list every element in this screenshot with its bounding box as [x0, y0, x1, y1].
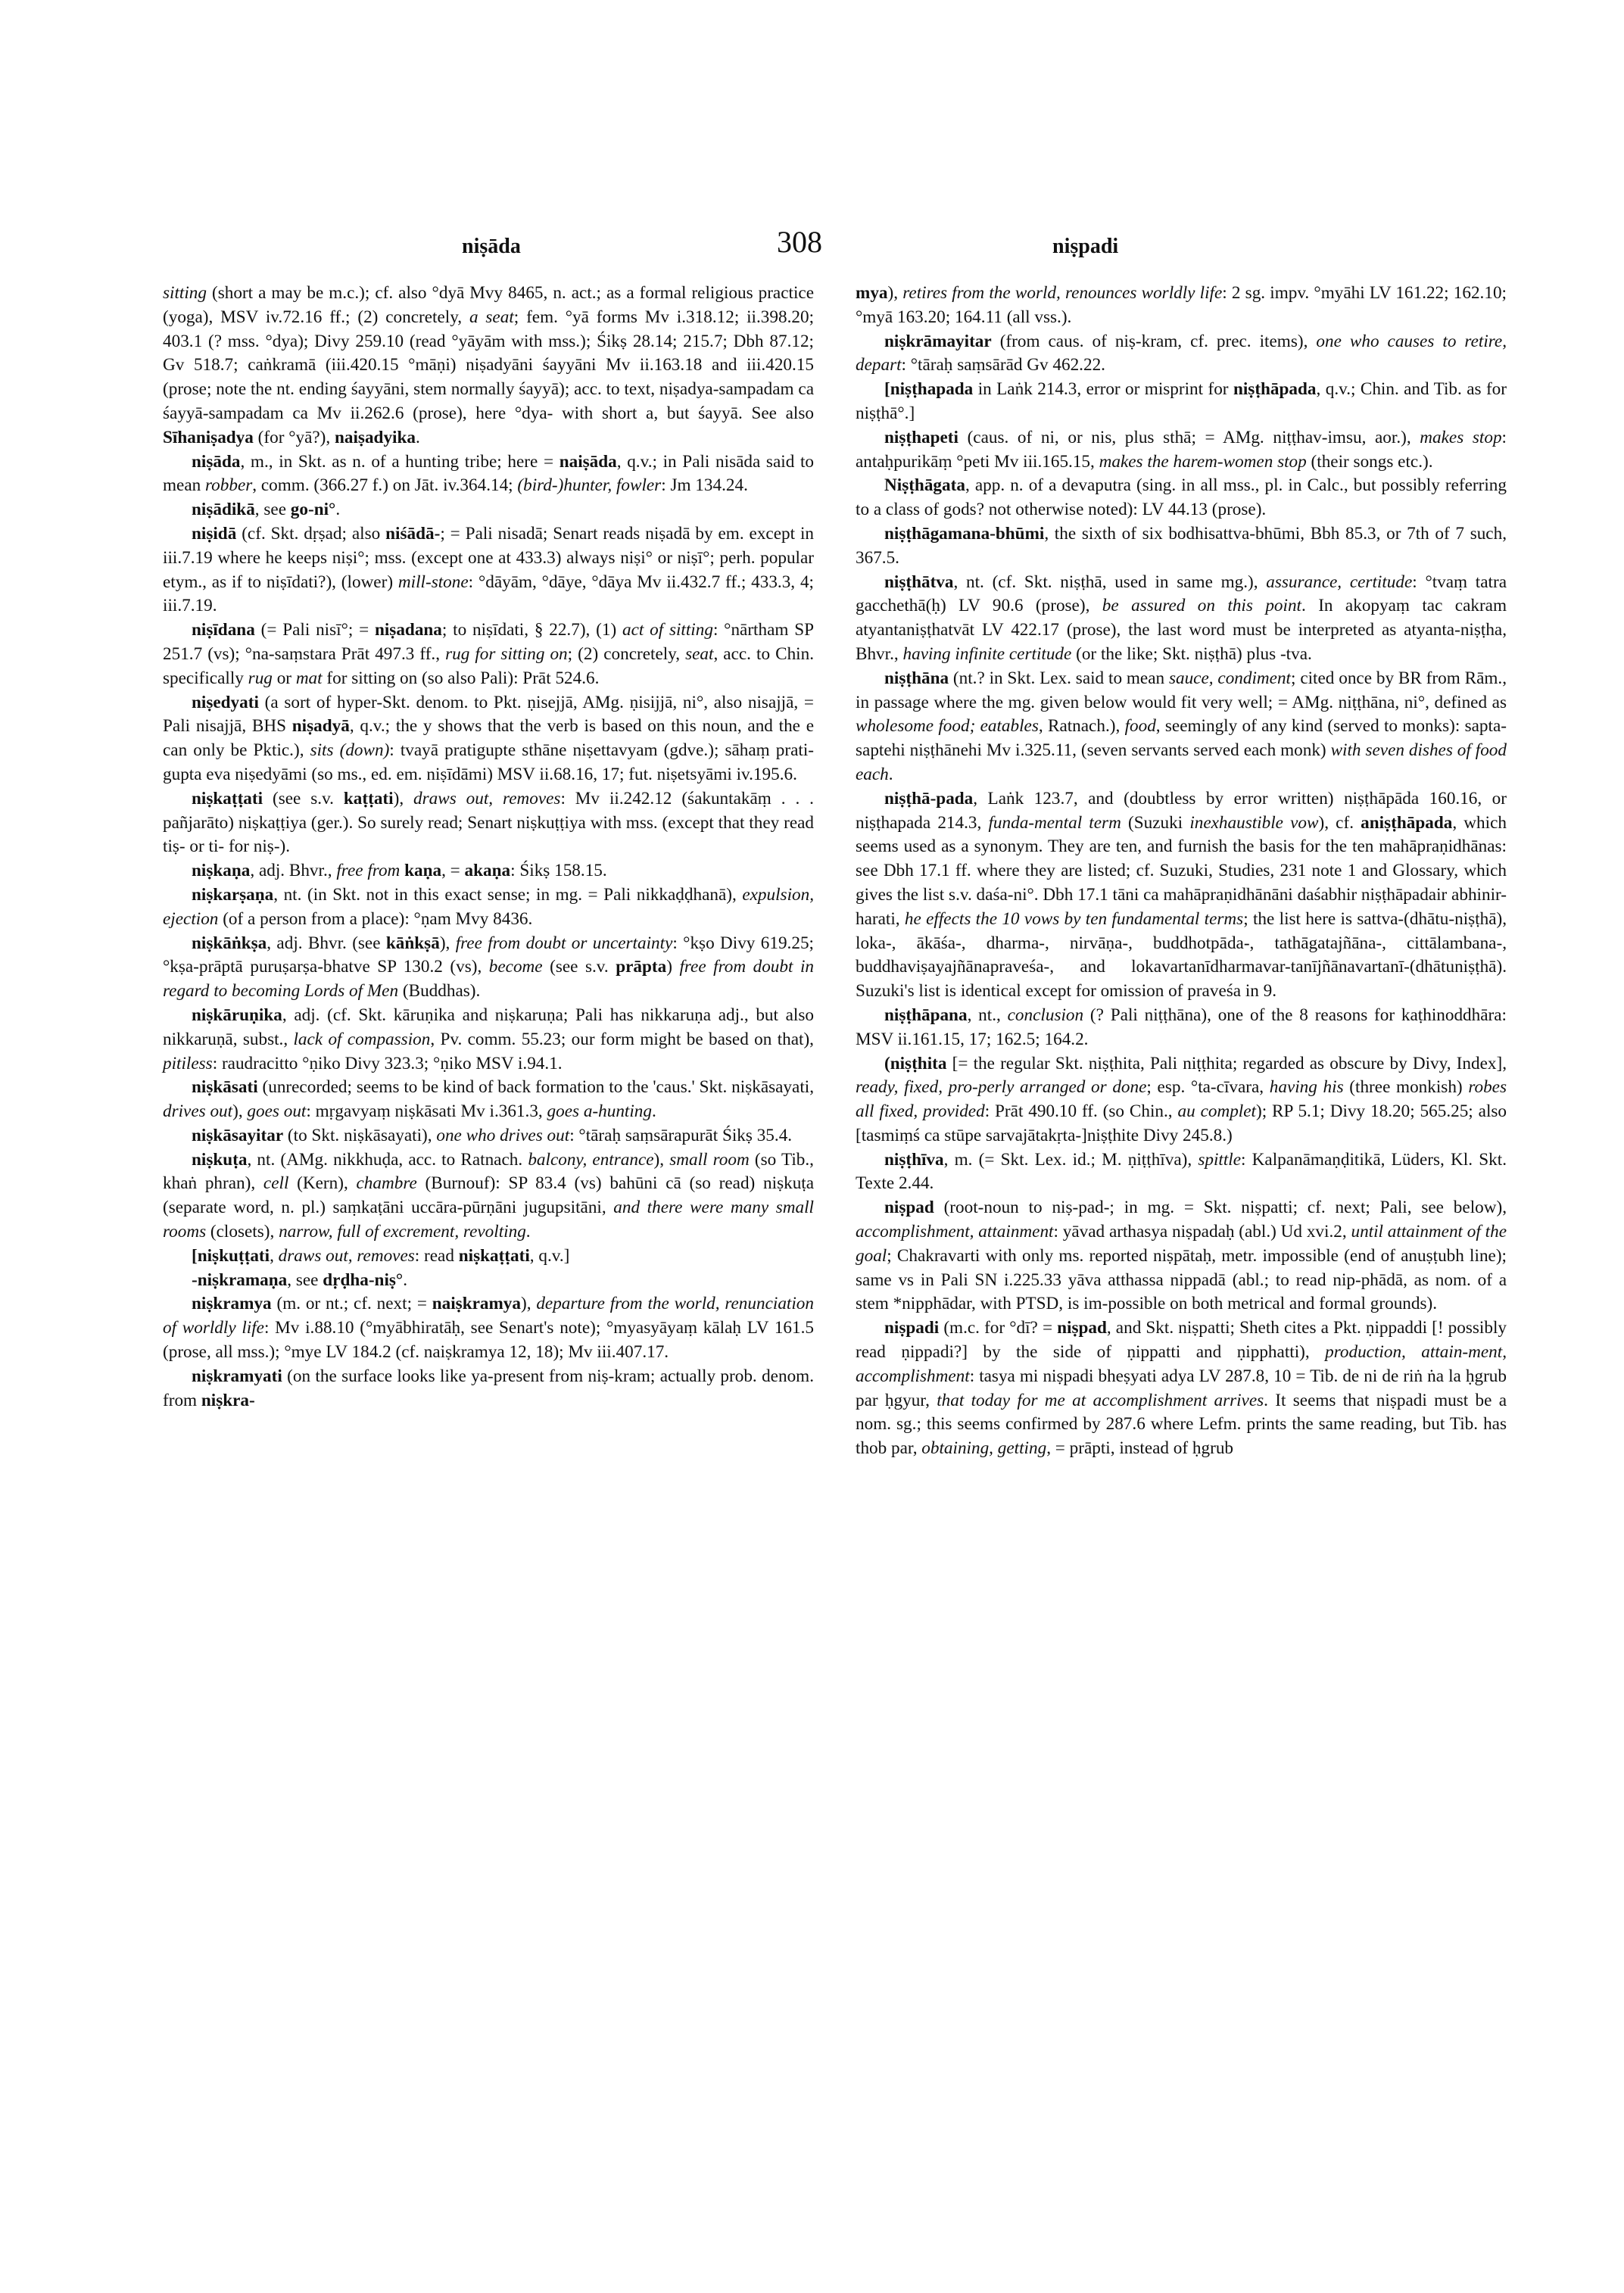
gloss: spittle — [1198, 1149, 1242, 1170]
entry-text: , which seems used as a synonym. They are ten, and furnish the basis for the ten mahāpraṇidhānas: see Dbh 17.1 ff. where they are listed; cf. Suzuki, Studies, 231 note 1 and Glossary, which gives the list s.v. daśa-ni°. Dbh 17.1 tāni ca mahāpraṇidhānāni daśabhir niṣṭhāpadair abhinir-harati, — [856, 812, 1507, 929]
dictionary-entry — [163, 1076, 814, 1124]
gloss: draws out, removes — [413, 788, 561, 808]
headword: kaṭṭati — [343, 788, 394, 808]
headword: (niṣṭhita — [884, 1053, 947, 1073]
headword: niṣpad — [1057, 1318, 1107, 1338]
headword: kaṇa — [404, 861, 442, 881]
dictionary-entry — [856, 1052, 1507, 1148]
dictionary-entry — [163, 1269, 814, 1293]
entry-text: (to Skt. niṣkāsayati), — [283, 1125, 437, 1145]
dictionary-entry — [163, 932, 814, 1004]
entry-text: , q.v.; in Pali nisāda said to mean — [163, 451, 814, 496]
entry-text: (m. or nt.; cf. next; = — [271, 1294, 432, 1314]
entry-text: ), cf. — [1318, 812, 1361, 833]
gloss: departure from the world, renunciation of worldly life — [163, 1294, 814, 1338]
gloss: chambre — [356, 1173, 417, 1194]
entry-text: ), — [393, 788, 414, 808]
gloss: sitting — [163, 283, 207, 303]
gloss: that today for me at accomplishment arrives — [937, 1390, 1264, 1410]
gloss: and there were many small rooms — [163, 1198, 814, 1242]
headword: naiṣadyika — [335, 427, 416, 447]
headword: [niṣṭhapada — [884, 379, 974, 400]
entry-text: , q.v.; the y shows that the verb is based on this noun, and the e can only be Pktic.), — [163, 716, 814, 761]
headword: mya — [856, 283, 888, 303]
entry-text: (see s.v. — [542, 957, 616, 977]
entry-text: , Laṅk 123.7, and (doubtless by error written) niṣṭhāpāda 160.16, or niṣṭhapada 214.3, — [856, 788, 1507, 833]
dictionary-columns — [163, 282, 1507, 1461]
headword: prāpta — [616, 957, 667, 977]
entry-text: (of a person from a place): °ṇam Mvy 8436. — [218, 908, 533, 929]
headword: niṣkramya — [192, 1294, 272, 1314]
gloss: au complet — [1177, 1101, 1256, 1122]
entry-text: (Burnouf): SP 83.4 (vs) bahūni cā (so read) niṣkuṭa (separate word, n. pl.) saṃkaṭāni uccāra-pūrṇāni jugupsitāni, — [163, 1173, 815, 1218]
entry-text: (Kern), — [288, 1173, 357, 1194]
gloss: inexhaustible vow — [1189, 812, 1319, 833]
entry-text: [= the regular Skt. niṣṭhita, Pali niṭṭhita; regarded as obscure by Divy, Index], — [946, 1053, 1507, 1073]
entry-text: : °dāyām, °dāye, °dāya Mv ii.432.7 ff.; 433.3, 4; iii.7.19. — [163, 572, 814, 616]
entry-text: : read — [414, 1245, 459, 1266]
headword: -niṣkramaṇa — [192, 1270, 288, 1290]
gloss: having his — [1269, 1077, 1344, 1098]
dictionary-entry — [163, 522, 814, 618]
headword: niṣṭhapeti — [884, 427, 959, 447]
headword: niṣedyati — [192, 692, 259, 712]
entry-text: or — [272, 668, 296, 688]
headword: niṣkarṣaṇa — [192, 884, 274, 905]
entry-text: : Śikṣ 158.15. — [510, 861, 607, 881]
dictionary-entry — [856, 522, 1507, 571]
headword: niṣṭhīva — [884, 1149, 944, 1170]
gloss: production, attain-ment, accomplishment — [856, 1342, 1507, 1386]
gloss: accomplishment, attainment — [856, 1222, 1054, 1242]
dictionary-entry — [856, 571, 1507, 667]
dictionary-entry — [163, 1245, 814, 1269]
headword: Niṣṭhāgata — [884, 475, 965, 496]
gloss: rug — [248, 668, 273, 688]
entry-text: : °kṣo Divy 619.25; °kṣa-prāptā puruṣarṣa-bhatve SP 130.2 (vs), — [163, 933, 814, 977]
headword: dṛḍha-niṣ° — [323, 1270, 404, 1290]
entry-text: . — [525, 1222, 531, 1242]
gloss: lack of compassion — [293, 1029, 431, 1049]
entry-text: : antaḥpurikāṃ °peti Mv iii.165.15, — [856, 427, 1507, 472]
entry-text: (Suzuki — [1121, 812, 1190, 833]
dictionary-entry — [163, 1365, 814, 1413]
entry-text: (three monkish) — [1343, 1077, 1469, 1098]
gloss: free from — [336, 861, 401, 881]
dictionary-entry — [856, 282, 1507, 330]
gloss: assurance, certitude — [1266, 572, 1413, 592]
entry-text: . In akopyaṃ tac cakram atyantaniṣṭhatvāt LV 422.17 (prose), the last word must be interpreted as atyanta-niṣṭha, Bhvr., — [856, 596, 1507, 664]
headword: niṣādikā — [192, 500, 255, 520]
headword: niṣkra- — [201, 1390, 255, 1410]
headword: niṣkāsayitar — [192, 1125, 284, 1145]
entry-text: (unrecorded; seems to be kind of back formation to the 'caus.' Skt. niṣkāsayati, — [257, 1077, 814, 1098]
entry-text: , and Skt. niṣpatti; Sheth cites a Pkt. ṇippaddi [! possibly read ṇippadi?] by the side of ṇippatti and ṇipphatti), — [856, 1318, 1507, 1363]
gloss: ready, fixed, pro-perly arranged or done — [856, 1077, 1147, 1098]
headword: niṣīdana — [192, 620, 255, 640]
entry-text: (so Tib., khaṅ phran), — [163, 1149, 814, 1194]
entry-text: : tasya mi niṣpadi bheṣyati adya LV 287.8, 10 = Tib. de ni de riṅ ṅa la ḥgrub par ḥgyur, — [856, 1366, 1507, 1410]
gloss: goes a-hunting — [547, 1101, 652, 1122]
gloss: rug for sitting on — [445, 643, 568, 664]
headword: kāṅkṣā — [385, 933, 440, 953]
entry-text: , = — [441, 861, 465, 881]
entry-text: (Buddhas). — [398, 981, 481, 1002]
headword: niṣkaṇa — [192, 861, 251, 881]
headword: niṣpadi — [884, 1318, 940, 1338]
entry-text: : raudracitto °ṇiko Divy 323.3; °ṇiko MSV i.94.1. — [212, 1053, 563, 1073]
headword: niṣkaṭṭati — [458, 1245, 530, 1266]
entry-text: , Pv. comm. 55.23; our form might be based on that), — [430, 1029, 814, 1049]
entry-text: . — [335, 500, 341, 520]
gloss: free from doubt in regard to becoming Lords of Men — [163, 957, 814, 1002]
entry-text: (on the surface looks like ya-present from niṣ-kram; actually prob. denom. from — [163, 1366, 814, 1410]
entry-text: ; (2) concretely, — [567, 643, 686, 664]
gloss: robber — [205, 475, 253, 496]
gloss: food — [1124, 716, 1156, 737]
entry-text: , adj. Bhvr. (see — [267, 933, 386, 953]
dictionary-entry — [163, 859, 814, 883]
dictionary-entry — [856, 1316, 1507, 1461]
left-column — [163, 282, 814, 1461]
entry-text: . — [403, 1270, 407, 1290]
headword: niśādā- — [385, 523, 441, 544]
entry-text: : °tāraḥ saṃsārapurāt Śikṣ 35.4. — [569, 1125, 793, 1145]
entry-text: (or the like; Skt. niṣṭhā) plus -tva. — [1071, 643, 1312, 664]
headword: niṣkāṅkṣa — [192, 933, 267, 953]
headword: niṣṭhā-pada — [884, 788, 974, 808]
entry-text: , adj. (cf. Skt. kāruṇika and niṣkaruṇa; Pali has nikkaruṇa adj., but also nikkaruṇā, subst., — [163, 1005, 814, 1049]
entry-text: (for °yā?), — [253, 427, 335, 447]
gloss: funda-mental term — [988, 812, 1121, 833]
entry-text: ), — [520, 1294, 537, 1314]
dictionary-entry — [856, 667, 1507, 787]
gloss: retires from the world, renounces worldly life — [902, 283, 1223, 303]
entry-text: ; fem. °yā forms Mv i.318.12; ii.398.20; 403.1 (? mss. °dya); Divy 259.10 (read °yāyām with mss.); Śikṣ 28.14; 215.7; Dbh 87.12; Gv 518.7; caṅkramā (iii.420.15 °māṇi) niṣadyāni śayyāni Mv ii.163.18 and iii.420.15 (prose; note the nt. ending śayyāni, stem normally śayyā); acc. to text, niṣadya-sampadam ca śayyā-sampadam ca Mv ii.262.6 (prose), here °dya- with short a, but śayyā. See also — [163, 307, 815, 423]
gloss: sits (down) — [310, 740, 390, 761]
entry-text: , adj. Bhvr., — [250, 861, 337, 881]
entry-text: ; to niṣīdati, § 22.7), (1) — [441, 620, 622, 640]
dictionary-entry — [856, 378, 1507, 426]
entry-text: , Ratnach.), — [1038, 716, 1125, 737]
dictionary-entry — [163, 1124, 814, 1148]
gloss: small room — [669, 1149, 750, 1170]
entry-text: (their songs etc.). — [1306, 451, 1433, 472]
entry-text: : tvayā pratigupte sthāne niṣettavyam (gdve.); sāhaṃ prati-gupta eva niṣedyāmi (so ms., ed. em. niṣīdāmi) MSV ii.68.16, 17; fut. niṣetsyāmi iv.195.6. — [163, 740, 814, 784]
entry-text: , the sixth of six bodhisattva-bhūmi, Bbh 85.3, or 7th of 7 such, 367.5. — [856, 523, 1507, 568]
entry-text: ), — [439, 933, 456, 953]
dictionary-entry — [856, 1196, 1507, 1316]
entry-text: (? Pali niṭṭhāna), one of the 8 reasons for kaṭhinoddhāra: MSV ii.161.15, 17; 162.5; 164.2. — [856, 1005, 1507, 1049]
gloss: obtaining, getting — [921, 1438, 1047, 1459]
gloss: (bird-)hunter, fowler — [517, 475, 662, 496]
entry-text: : 2 sg. impv. °myāhi LV 161.22; 162.10; °myā 163.20; 164.11 (all vss.). — [856, 283, 1507, 327]
entry-text: : yāvad arthasya niṣpadaḥ (abl.) Ud xvi.2, — [1053, 1222, 1351, 1242]
entry-text: . It seems that niṣpadi must be a nom. sg.; this seems confirmed by 287.6 where Lefm. prints the same reading, but Tib. has thob par, — [856, 1390, 1507, 1459]
entry-text: . — [888, 764, 893, 784]
dictionary-entry — [163, 282, 814, 450]
entry-text: , nt. (cf. Skt. niṣṭhā, used in same mg.), — [953, 572, 1267, 592]
headword: niṣkramyati — [192, 1366, 282, 1386]
entry-text: , nt. (AMg. nikkhuḍa, acc. to Ratnach. — [247, 1149, 528, 1170]
dictionary-entry — [163, 883, 814, 932]
entry-text: , see — [287, 1270, 323, 1290]
gloss: one who causes to retire, depart — [856, 331, 1507, 375]
entry-text: : °nārtham SP 251.7 (vs); °na-saṃstara Prāt 497.3 ff., — [163, 620, 815, 664]
headword: naiṣkramya — [432, 1294, 521, 1314]
entry-text: (nt.? in Skt. Lex. said to mean — [949, 668, 1169, 688]
entry-text: : Kalpanāmaṇḍitikā, Lüders, Kl. Skt. Texte 2.44. — [856, 1149, 1507, 1194]
gloss: a seat — [469, 307, 514, 327]
gloss: having infinite certitude — [902, 643, 1072, 664]
dictionary-entry — [856, 1148, 1507, 1197]
dictionary-entry — [163, 1292, 814, 1364]
entry-text: , comm. (366.27 f.) on Jāt. iv.364.14; — [252, 475, 518, 496]
headword: go-ni° — [290, 500, 336, 520]
gloss: drives out — [163, 1101, 233, 1122]
entry-text: , q.v.] — [529, 1245, 570, 1266]
entry-text: , q.v.; Chin. and Tib. as for niṣṭhā°.] — [856, 379, 1507, 423]
gloss: cell — [263, 1173, 289, 1194]
headword: niṣadana — [374, 620, 442, 640]
entry-text: ; = Pali nisadā; Senart reads niṣadā by em. except in iii.7.19 where he keeps niṣi°; mss. (except one at 433.3) always niṣi° or niṣī°; perh. popular etym., as if to niṣīdati?), (lower) — [163, 523, 814, 592]
dictionary-entry — [163, 1148, 814, 1245]
headword: aniṣṭhāpada — [1361, 812, 1453, 833]
headword: akaṇa — [464, 861, 511, 881]
headword: niṣkuṭa — [192, 1149, 248, 1170]
gloss: until attainment of the goal — [856, 1222, 1507, 1266]
headword: Sīhaniṣadya — [163, 427, 254, 447]
dictionary-entry — [856, 1004, 1507, 1052]
entry-text: in Laṅk 214.3, error or misprint for — [973, 379, 1233, 400]
dictionary-entry — [163, 450, 814, 499]
gloss: conclusion — [1007, 1005, 1084, 1025]
entry-text: ; Chakravarti with only ms. reported niṣpātaḥ, metr. impossible (end of anuṣṭubh line); same vs in Pali SN i.225.33 yāva atthassa nippadā (abl.; to read nip-phādā, as nom. of a stem *nipphādar, with PTSD, is im-possible on both metrical and formal grounds). — [856, 1245, 1507, 1314]
gloss: he effects the 10 vows by ten fundamental terms — [904, 908, 1244, 929]
gloss: makes the harem-women stop — [1099, 451, 1307, 472]
entry-text: : Jm 134.24. — [661, 475, 748, 496]
dictionary-entry — [856, 330, 1507, 379]
entry-text: (a sort of hyper-Skt. denom. to Pkt. ṇisejjā, AMg. ṇisijjā, ni°, also nisajjā, = Pali nisajjā, BHS — [163, 692, 814, 737]
gloss: mat — [295, 668, 323, 688]
entry-text: ; the list here is sattva-(dhātu-niṣṭhā), loka-, ākāśa-, dharma-, nirvāṇa-, buddhotpāda-, tathāgatajñāna-, cittālambana-, buddhaviṣayajñānapraveśa-, and lokavartanīdharmavar-tanījñānavartanī-(dhātuniṣṭhā). Suzuki's list is identical except for omission of praveśa in 9. — [856, 908, 1507, 1002]
entry-text: ), — [887, 283, 903, 303]
headword: niṣpad — [884, 1198, 934, 1218]
dictionary-entry — [163, 691, 814, 787]
entry-text: (see s.v. — [263, 788, 344, 808]
headword: naiṣāda — [559, 451, 617, 472]
entry-text: : Prāt 490.10 ff. (so Chin., — [984, 1101, 1178, 1122]
dictionary-entry — [856, 474, 1507, 522]
entry-text: ), — [232, 1101, 248, 1122]
entry-text: ), — [653, 1149, 670, 1170]
entry-text: , app. n. of a devaputra (sing. in all mss., pl. in Calc., but possibly referring to a class of gods? not otherwise noted): LV 44.13 (prose). — [856, 475, 1507, 520]
dictionary-entry — [163, 618, 814, 690]
gloss: become — [488, 957, 543, 977]
entry-text: ; esp. °ta-cīvara, — [1146, 1077, 1270, 1098]
gloss: balcony, entrance — [528, 1149, 654, 1170]
entry-text: : °tvaṃ tatra gacchethā(ḥ) LV 90.6 (prose), — [856, 572, 1507, 616]
running-head-left: niṣāda — [462, 235, 521, 258]
entry-text: ) — [666, 957, 680, 977]
entry-text: for sitting on (so also Pali): Prāt 524.6. — [322, 668, 600, 688]
entry-text: : Mv i.88.10 (°myābhiratāḥ, see Senart's note); °myasyāyaṃ kālaḥ LV 161.5 (prose, all mss.); °mye LV 184.2 (cf. naiṣkramya 12, 18); Mv iii.407.17. — [163, 1318, 814, 1363]
gloss: narrow, full of excrement, revolting — [279, 1222, 526, 1242]
headword: niṣkāsati — [192, 1077, 258, 1098]
entry-text: . — [415, 427, 420, 447]
gloss: mill-stone — [397, 572, 469, 592]
entry-text: ; cited once by BR from Rām., in passage where the mg. given below would fit very well; = AMg. niṭṭhāna, ni°, defined as — [856, 668, 1507, 712]
entry-text: , nt. (in Skt. not in this exact sense; in mg. = Pali nikkaḍḍhanā), — [273, 884, 743, 905]
entry-text: (= Pali nisī°; = — [254, 620, 375, 640]
entry-text: (short a may be m.c.); cf. also °dyā Mvy 8465, n. act.; as a formal religious practice (yoga), MSV iv.72.16 ff.; (2) concretely, — [163, 283, 814, 327]
gloss: makes stop — [1420, 427, 1502, 447]
entry-text: , seemingly of any kind (served to monks): sapta-saptehi niṣṭhānehi Mv i.325.11, (seven servants served each monk) — [856, 716, 1507, 761]
gloss: goes out — [247, 1101, 307, 1122]
headword: niṣṭhāna — [884, 668, 949, 688]
entry-text: , m. (= Skt. Lex. id.; M. ṇiṭṭhīva), — [943, 1149, 1199, 1170]
dictionary-entry — [163, 498, 814, 522]
entry-text: (closets), — [206, 1222, 279, 1242]
headword: niṣṭhāpada — [1233, 379, 1317, 400]
right-column — [856, 282, 1507, 1461]
gloss: wholesome food; eatables — [856, 716, 1039, 737]
headword: niṣṭhāpana — [884, 1005, 968, 1025]
gloss: draws out, removes — [278, 1245, 415, 1266]
headword: niṣāda — [192, 451, 241, 472]
headword: niṣkaṭṭati — [192, 788, 263, 808]
entry-text: , nt., — [967, 1005, 1008, 1025]
entry-text: , m., in Skt. as n. of a hunting tribe; here = — [240, 451, 560, 472]
headword: niṣkrāmayitar — [884, 331, 992, 351]
running-head-right: niṣpadi — [1052, 235, 1119, 258]
entry-text: (root-noun to niṣ-pad-; in mg. = Skt. niṣpatti; cf. next; Pali, see below), — [934, 1198, 1507, 1218]
entry-text: (from caus. of niṣ-kram, cf. prec. items), — [991, 331, 1317, 351]
dictionary-entry — [856, 426, 1507, 475]
page-header — [167, 227, 1499, 257]
headword: niṣadyā — [291, 716, 350, 737]
headword: niṣṭhāgamana-bhūmi — [884, 523, 1045, 544]
dictionary-entry — [163, 787, 814, 859]
gloss: sauce, condiment — [1168, 668, 1292, 688]
entry-text: , = prāpti, instead of ḥgrub — [1046, 1438, 1234, 1459]
entry-text: (m.c. for °dī? = — [939, 1318, 1058, 1338]
entry-text: (cf. Skt. dṛṣad; also — [236, 523, 386, 544]
entry-text: . — [651, 1101, 656, 1122]
headword: niṣṭhātva — [884, 572, 954, 592]
gloss: one who drives out — [436, 1125, 570, 1145]
gloss: seat — [685, 643, 714, 664]
entry-text: , — [270, 1245, 279, 1266]
entry-text: , see — [254, 500, 291, 520]
dictionary-entry — [856, 787, 1507, 1004]
entry-text: , acc. to Chin. specifically — [163, 643, 814, 688]
gloss: be assured on this point — [1102, 596, 1301, 616]
page-number: 308 — [777, 225, 822, 259]
entry-text: (caus. of ni, or nis, plus sthā; = AMg. niṭṭhav-imsu, aor.), — [958, 427, 1420, 447]
entry-text: : mṛgavyaṃ niṣkāsati Mv i.361.3, — [306, 1101, 547, 1122]
entry-text: : °tāraḥ saṃsārād Gv 462.22. — [901, 355, 1105, 375]
dictionary-entry — [163, 1004, 814, 1076]
gloss: with seven dishes of food each — [856, 740, 1507, 784]
gloss: robes all fixed, provided — [856, 1077, 1507, 1122]
gloss: free from doubt or uncertainty — [455, 933, 673, 953]
gloss: pitiless — [163, 1053, 213, 1073]
entry-text: ); RP 5.1; Divy 18.20; 565.25; also [tasmiṃś ca stūpe sarvajātakṛta-]niṣṭhite Divy 245.8.) — [856, 1101, 1507, 1145]
headword: niṣkāruṇika — [192, 1005, 282, 1025]
gloss: act of sitting — [622, 620, 713, 640]
headword: [niṣkuṭṭati — [192, 1245, 270, 1266]
gloss: expulsion, ejection — [163, 884, 814, 929]
entry-text: : Mv ii.242.12 (śakuntakāṃ . . . pañjarāto) niṣkaṭṭiya (ger.). So surely read; Senart niṣkuṭṭiya with mss. (except that they read tiṣ- or ti- for niṣ-). — [163, 788, 814, 857]
headword: niṣidā — [192, 523, 237, 544]
